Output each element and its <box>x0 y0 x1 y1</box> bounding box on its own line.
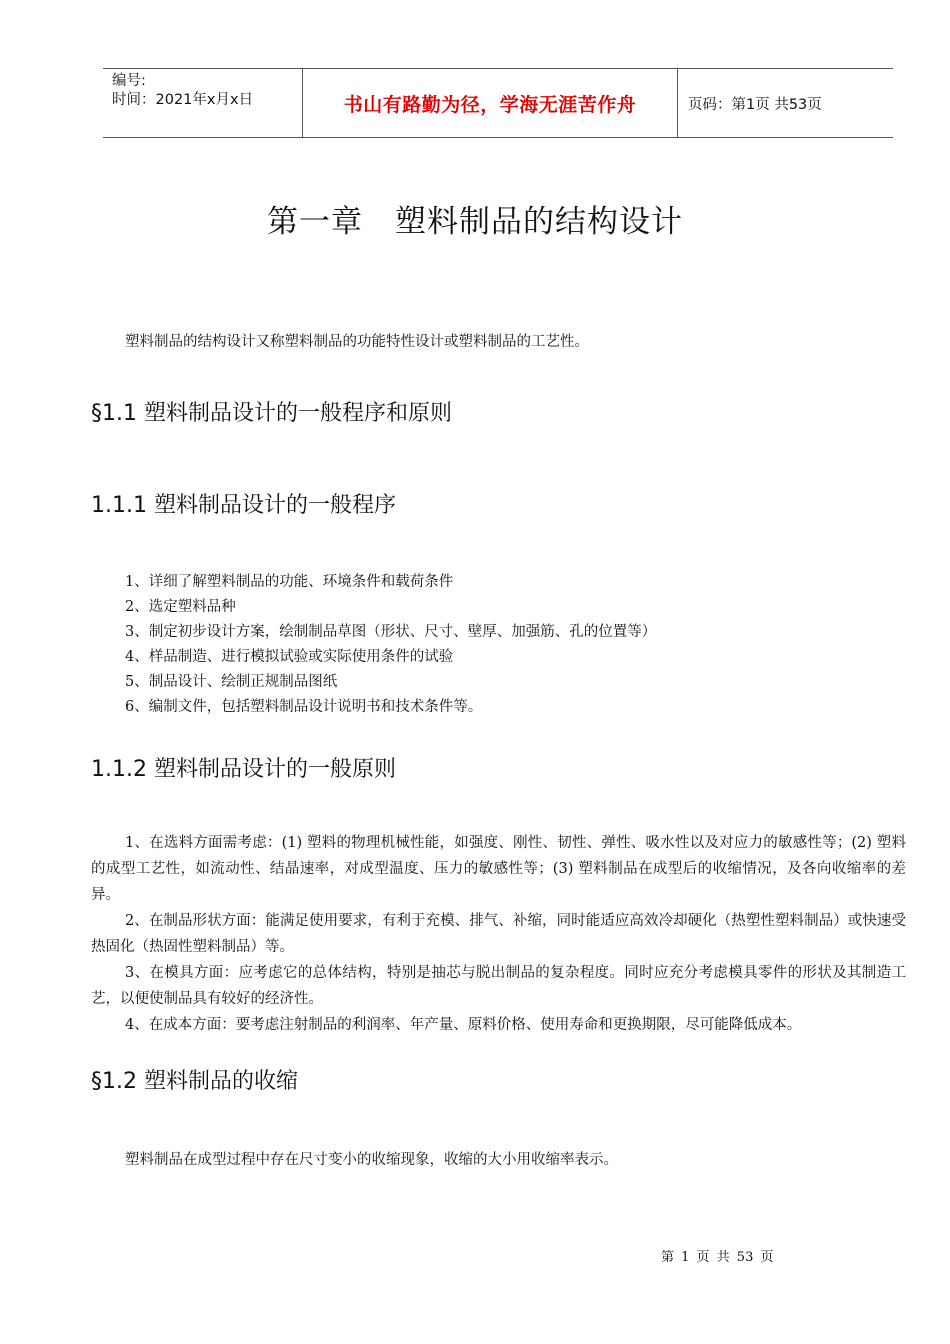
principle-paragraph: 1、在选料方面需考虑：(1) 塑料的物理机械性能，如强度、刚性、韧性、弹性、吸水性以及对应力的敏感性等；(2) 塑料的成型工艺性，如流动性、结晶速率，对成型温度、压力的敏感性等；(3) 塑料制品在成型后的收缩情况，及各向收缩率的差异。 <box>91 835 906 903</box>
chapter-title: 第一章 塑料制品的结构设计 <box>267 204 683 240</box>
document-number-label: 编号: <box>112 73 146 89</box>
header-page-info: 页码：第1页 共53页 <box>688 96 822 113</box>
subsection-heading-1-1-2: 1.1.2 塑料制品设计的一般原则 <box>91 757 396 782</box>
header-motto-cell <box>303 69 678 137</box>
principles-block <box>91 830 906 1038</box>
header-motto: 书山有路勤为径，学海无涯苦作舟 <box>343 93 637 116</box>
principle-paragraph: 3、在模具方面：应考虑它的总体结构，特别是抽芯与脱出制品的复杂程度。同时应充分考虑模具零件的形状及其制造工艺，以便使制品具有较好的经济性。 <box>91 965 906 1007</box>
list-item: 1、详细了解塑料制品的功能、环境条件和载荷条件 <box>125 574 454 590</box>
principle-paragraph: 2、在制品形状方面：能满足使用要求，有利于充模、排气、补缩，同时能适应高效冷却硬化（热塑性塑料制品）或快速受热固化（热固性塑料制品）等。 <box>91 913 906 955</box>
list-item: 5、制品设计、绘制正规制品图纸 <box>125 674 338 690</box>
intro-paragraph: 塑料制品的结构设计又称塑料制品的功能特性设计或塑料制品的工艺性。 <box>125 334 589 350</box>
list-item: 2、选定塑料品种 <box>125 599 236 615</box>
subsection-heading-1-1-1: 1.1.1 塑料制品设计的一般程序 <box>91 493 396 518</box>
list-item: 6、编制文件，包括塑料制品设计说明书和技术条件等。 <box>125 699 483 715</box>
header-meta-cell <box>103 69 303 137</box>
procedure-list <box>125 570 656 720</box>
list-item: 4、样品制造、进行模拟试验或实际使用条件的试验 <box>125 649 454 665</box>
section-heading-1-1: §1.1 塑料制品设计的一般程序和原则 <box>91 401 452 426</box>
header-table <box>103 68 893 138</box>
shrink-paragraph: 塑料制品在成型过程中存在尺寸变小的收缩现象，收缩的大小用收缩率表示。 <box>125 1152 618 1168</box>
list-item: 3、制定初步设计方案，绘制制品草图（形状、尺寸、壁厚、加强筋、孔的位置等） <box>125 624 657 640</box>
page-footer: 第 1 页 共 53 页 <box>661 1250 774 1265</box>
document-date: 时间：2021年x月x日 <box>112 92 254 108</box>
section-heading-1-2: §1.2 塑料制品的收缩 <box>91 1069 298 1094</box>
principle-paragraph: 4、在成本方面：要考虑注射制品的利润率、年产量、原料价格、使用寿命和更换期限，尽可能降低成本。 <box>125 1017 802 1033</box>
